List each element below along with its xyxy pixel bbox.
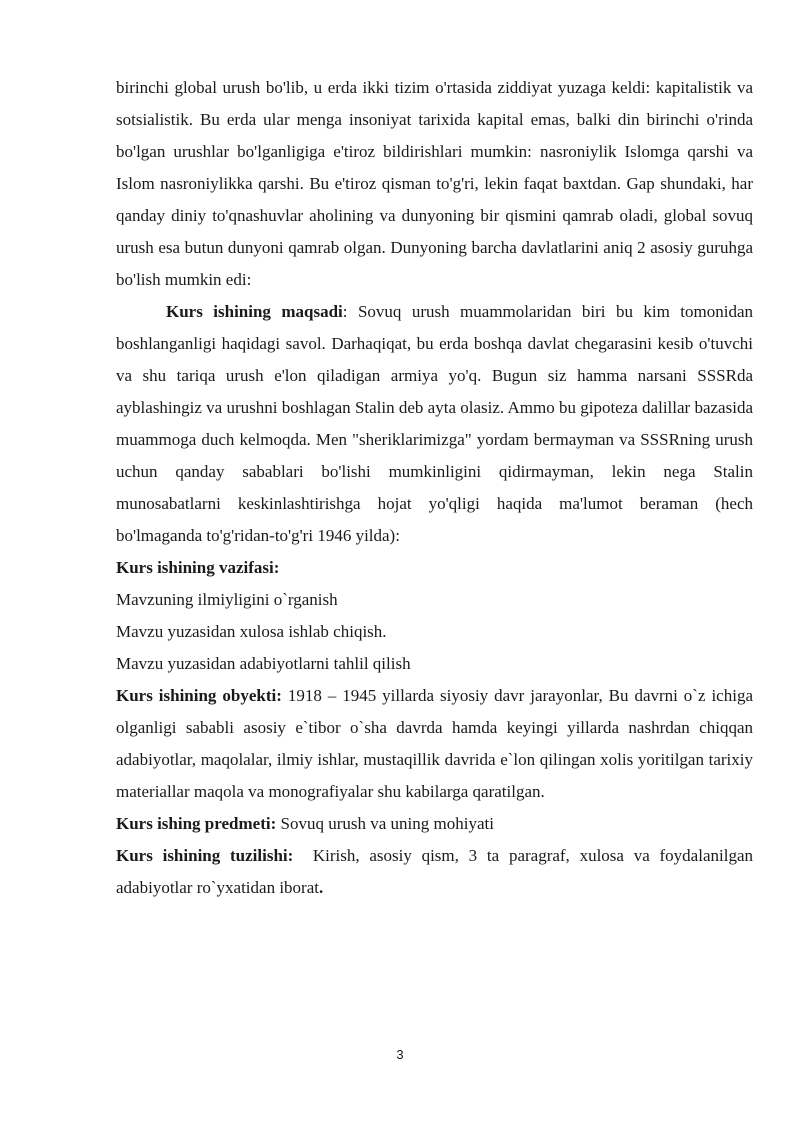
object-text: 1918 – 1945 yillarda siyosiy davr jarayonlar, Bu davrni o`z ichiga olganligi sababli asosiy e`tibor o`sha davrda hamda keyingi yillarda nashrdan chiqqan adabiyotlar, maqolalar, ilmiy ishlar, mustaqillik davrida e`lon qilingan xolis yoritilgan tarixiy materiallar maqola va monografiyalar shu kabilarga qaratilgan. (116, 686, 753, 801)
subject-label: Kurs ishing predmeti: (116, 814, 277, 833)
object-paragraph (116, 680, 753, 808)
object-label: Kurs ishining obyekti: (116, 686, 282, 705)
structure-label: Kurs ishining tuzilishi: (116, 846, 294, 865)
intro-paragraph: birinchi global urush bo'lib, u erda ikki tizim o'rtasida ziddiyat yuzaga keldi: kapitalistik va sotsialistik. Bu erda ular menga insoniyat tarixida kapital emas, balki din birinchi o'rinda bo'lgan urushlar bo'lganligiga e'tiroz bildirishlari mumkin: nasroniylik Islomga qarshi va Islom nasroniylikka qarshi. Bu e'tiroz qisman to'g'ri, lekin faqat baxtdan. Gap shundaki, har qanday diniy to'qnashuvlar aholining va dunyoning bir qismini qamrab oladi, global sovuq urush esa butun dunyoni qamrab olgan. Dunyoning barcha davlatlarini aniq 2 asosiy guruhga bo'lish mumkin edi: (116, 78, 753, 289)
subject-paragraph (116, 808, 753, 840)
goal-text: : Sovuq urush muammolaridan biri bu kim tomonidan boshlanganligi haqidagi savol. Darhaqiqat, bu erda boshqa davlat chegarasini kesib o'tuvchi va shu tariqa urush e'lon qiladigan armiya yo'q. Bugun siz hamma narsani SSSRda ayblashingiz va urushni boshlagan Stalin deb ayta olasiz. Ammo bu gipoteza dalillar bazasida muammoga duch kelmoqda. Men "sheriklarimizga" yordam bermayman va SSSRning urush uchun qanday sabablari bo'lishi mumkinligini qidirmayman, lekin nega Stalin munosabatlarni keskinlashtirishga hojat yo'qligi haqida ma'lumot beraman (hech bo'lmaganda to'g'ridan-to'g'ri 1946 yilda): (116, 302, 753, 545)
task-item: Mavzu yuzasidan xulosa ishlab chiqish. (116, 622, 387, 641)
structure-period: . (318, 878, 324, 897)
structure-paragraph (116, 840, 758, 904)
goal-label: Kurs ishining maqsadi (166, 302, 343, 321)
page-number: 3 (396, 1047, 404, 1062)
structure-text: Kirish, asosiy qism, 3 ta paragraf, xulosa va foydalanilgan adabiyotlar ro`yxatidan iborat (116, 846, 758, 897)
subject-text: Sovuq urush va uning mohiyati (276, 814, 494, 833)
task-item: Mavzuning ilmiyligini o`rganish (116, 590, 338, 609)
task-item: Mavzu yuzasidan adabiyotlarni tahlil qilish (116, 654, 411, 673)
document-page (116, 72, 758, 904)
tasks-heading: Kurs ishining vazifasi: (116, 558, 280, 577)
goal-paragraph (116, 296, 753, 552)
